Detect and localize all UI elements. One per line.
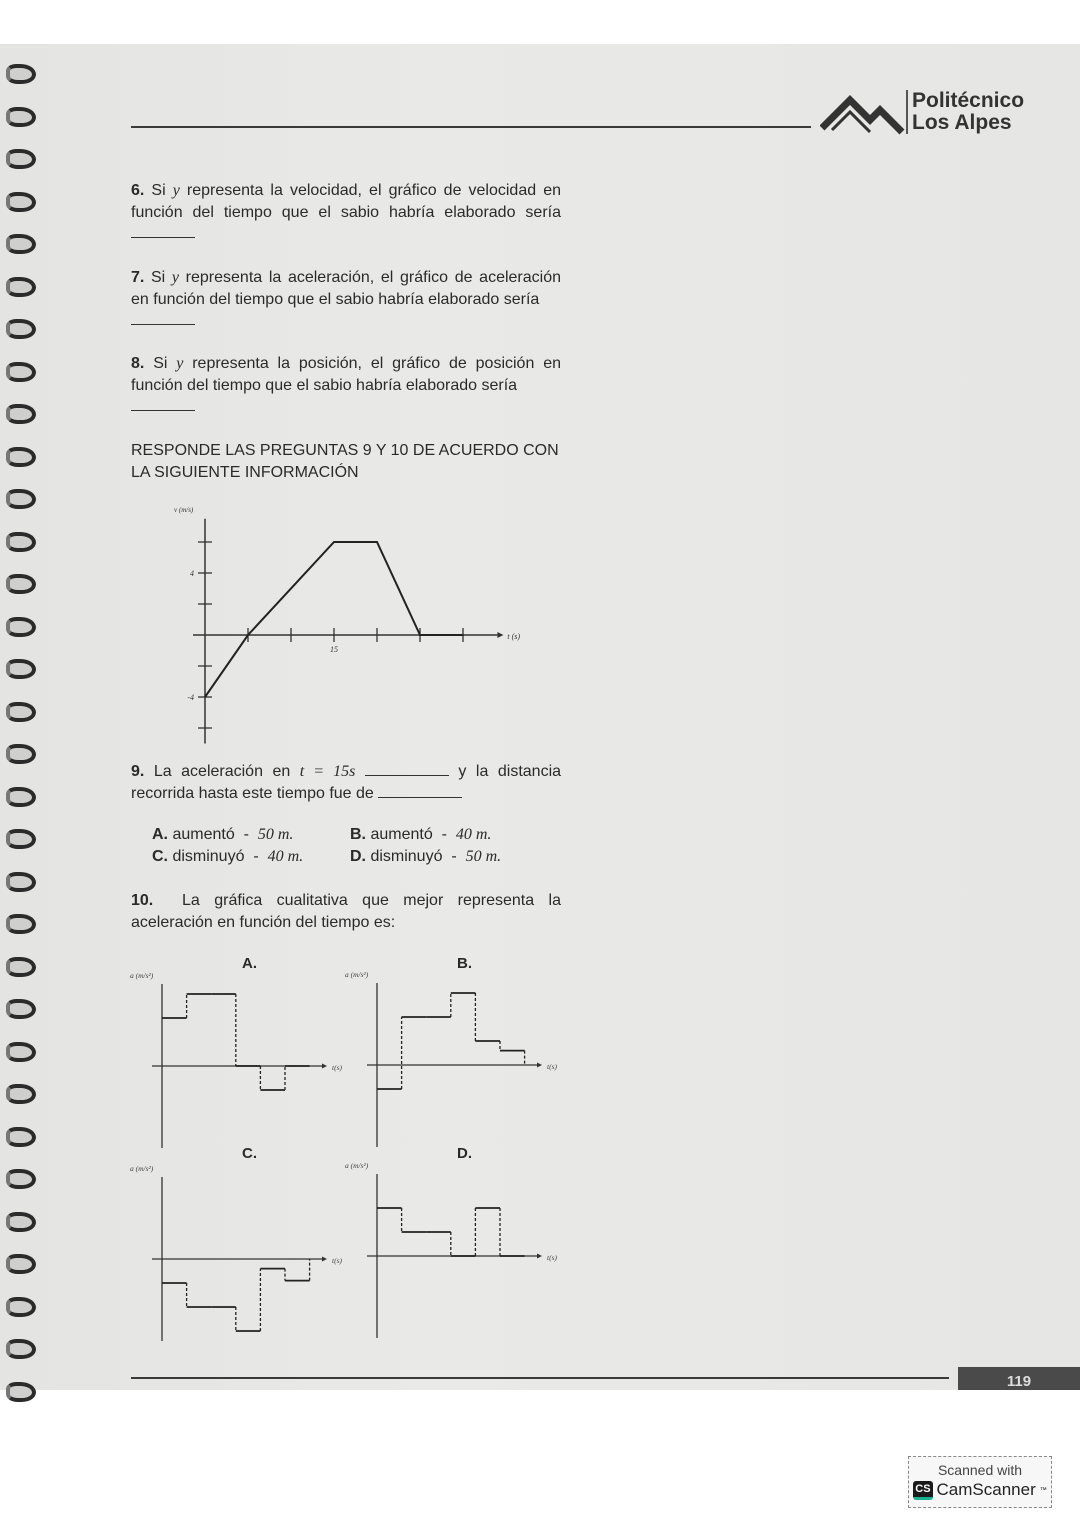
data-point	[376, 541, 378, 543]
question-text: representa la velocidad, el gráfico de velocidad en función del tiempo que el sabio habría elaborado sería	[131, 182, 561, 221]
spiral-ring	[6, 872, 36, 892]
spiral-ring	[6, 1254, 36, 1274]
variable: t = 15s	[299, 763, 356, 780]
spiral-ring	[6, 787, 36, 807]
y-axis-label: v (m/s)	[174, 506, 194, 514]
graph-option-d[interactable]	[335, 1140, 565, 1350]
x-axis-label: t(s)	[332, 1063, 342, 1072]
velocity-line	[205, 542, 463, 697]
spiral-ring	[6, 362, 36, 382]
header-rule	[131, 126, 811, 128]
spiral-ring	[6, 999, 36, 1019]
option-b[interactable]	[350, 826, 491, 844]
question-text: representa la posición, el gráfico de posición en función del tiempo que el sabio habría elaborado sería	[131, 355, 561, 394]
camscanner-logo-icon: CS	[913, 1481, 932, 1500]
footer-rule	[131, 1377, 949, 1379]
spiral-ring	[6, 64, 36, 84]
spiral-ring	[6, 447, 36, 467]
y-tick-label: 4	[190, 569, 194, 578]
y-axis-label: a (m/s²)	[130, 1164, 154, 1173]
x-axis-arrow	[322, 1257, 327, 1262]
option-value: 40 m.	[455, 826, 492, 843]
graph-label: C.	[242, 1145, 257, 1162]
question-text: La aceleración en	[144, 763, 300, 780]
spiral-ring	[6, 1127, 36, 1147]
spiral-ring	[6, 1297, 36, 1317]
spiral-ring	[6, 192, 36, 212]
question-8	[131, 353, 561, 418]
graph-label: D.	[457, 1145, 472, 1162]
question-text: Si	[144, 269, 172, 286]
answer-blank	[365, 763, 449, 776]
camscanner-watermark	[908, 1456, 1052, 1508]
spiral-ring	[6, 659, 36, 679]
graph-label: B.	[457, 955, 472, 972]
spiral-ring	[6, 702, 36, 722]
graph-option-c[interactable]	[120, 1140, 350, 1350]
brand-name	[906, 90, 1024, 134]
y-axis-label: a (m/s²)	[345, 1161, 369, 1170]
spiral-ring	[6, 319, 36, 339]
spiral-ring	[6, 404, 36, 424]
graph-option-b[interactable]	[335, 950, 565, 1160]
spiral-ring	[6, 1042, 36, 1062]
spiral-ring	[6, 277, 36, 297]
x-axis-arrow	[322, 1064, 327, 1069]
answer-blank	[378, 785, 462, 798]
option-text: disminuyó -	[168, 848, 268, 865]
option-letter: A.	[152, 826, 168, 843]
spiral-ring	[6, 617, 36, 637]
page-number: 119	[958, 1367, 1080, 1390]
spiral-ring	[6, 1169, 36, 1189]
spiral-ring	[6, 1084, 36, 1104]
spiral-ring	[6, 1339, 36, 1359]
spiral-ring	[6, 829, 36, 849]
data-point	[204, 696, 206, 698]
x-axis-label: t(s)	[547, 1062, 557, 1071]
x-axis-arrow	[537, 1063, 542, 1068]
question-9	[131, 761, 561, 804]
y-axis-label: a (m/s²)	[345, 970, 369, 979]
variable: y	[176, 355, 184, 372]
question-10	[131, 890, 566, 933]
option-letter: D.	[350, 848, 366, 865]
spiral-ring	[6, 1212, 36, 1232]
graph-option-a[interactable]	[120, 950, 350, 1160]
velocity-time-chart	[170, 500, 530, 760]
section-heading: RESPONDE LAS PREGUNTAS 9 Y 10 DE ACUERDO CON LA SIGUIENTE INFORMACIÓN	[131, 442, 559, 481]
y-tick-label: -4	[187, 693, 194, 702]
option-text: aumentó -	[366, 826, 456, 843]
x-axis-label: t (s)	[507, 632, 521, 641]
option-letter: C.	[152, 848, 168, 865]
answer-blank	[131, 398, 195, 411]
x-tick-label: 15	[330, 645, 338, 654]
option-text: aumentó -	[168, 826, 258, 843]
option-c[interactable]	[152, 848, 303, 866]
data-point	[419, 634, 421, 636]
brand-line-2: Los Alpes	[912, 111, 1012, 134]
spiral-ring	[6, 914, 36, 934]
question-number: 9.	[131, 763, 145, 780]
option-letter: B.	[350, 826, 366, 843]
variable: y	[171, 269, 180, 286]
question-text: Si	[144, 355, 177, 372]
watermark-brand: CamScanner	[936, 1480, 1036, 1499]
option-value: 40 m.	[267, 848, 304, 865]
question-text: y la distancia recorrida hasta este tiempo fue de	[131, 763, 562, 802]
question-7	[131, 267, 561, 332]
question-text: Si	[144, 182, 173, 199]
data-point	[462, 634, 464, 636]
question-text: representa la aceleración, el gráfico de aceleración en función del tiempo que el sabio habría elaborado sería	[131, 269, 561, 308]
option-value: 50 m.	[465, 848, 502, 865]
answer-blank	[131, 225, 195, 238]
question-number: 7.	[131, 269, 145, 286]
question-number: 10.	[131, 892, 154, 909]
spiral-ring	[6, 107, 36, 127]
x-axis-arrow	[497, 632, 503, 638]
x-axis-arrow	[537, 1254, 542, 1259]
option-value: 50 m.	[257, 826, 294, 843]
spiral-ring	[6, 234, 36, 254]
option-d[interactable]	[350, 848, 501, 866]
option-text: disminuyó -	[366, 848, 466, 865]
question-6	[131, 180, 561, 245]
answer-blank	[131, 312, 195, 325]
x-axis-label: t(s)	[547, 1253, 557, 1262]
trademark: ™	[1039, 1486, 1047, 1494]
data-point	[247, 634, 249, 636]
watermark-text: Scanned with	[937, 1462, 1023, 1478]
option-a[interactable]	[152, 826, 293, 844]
brand-line-1: Politécnico	[912, 89, 1025, 112]
spiral-ring	[6, 489, 36, 509]
graph-label: A.	[242, 955, 257, 972]
x-axis-label: t(s)	[332, 1256, 342, 1265]
variable: y	[172, 182, 180, 199]
spiral-ring	[6, 1382, 36, 1402]
question-text: La gráfica cualitativa que mejor representa la aceleración en función del tiempo es:	[131, 892, 566, 931]
y-axis-label: a (m/s²)	[130, 971, 154, 980]
spiral-ring	[6, 532, 36, 552]
spiral-ring	[6, 957, 36, 977]
spiral-ring	[6, 744, 36, 764]
question-number: 8.	[131, 355, 145, 372]
data-point	[333, 541, 335, 543]
question-number: 6.	[131, 182, 145, 199]
spiral-ring	[6, 149, 36, 169]
spiral-binding	[0, 44, 44, 1390]
spiral-ring	[6, 574, 36, 594]
